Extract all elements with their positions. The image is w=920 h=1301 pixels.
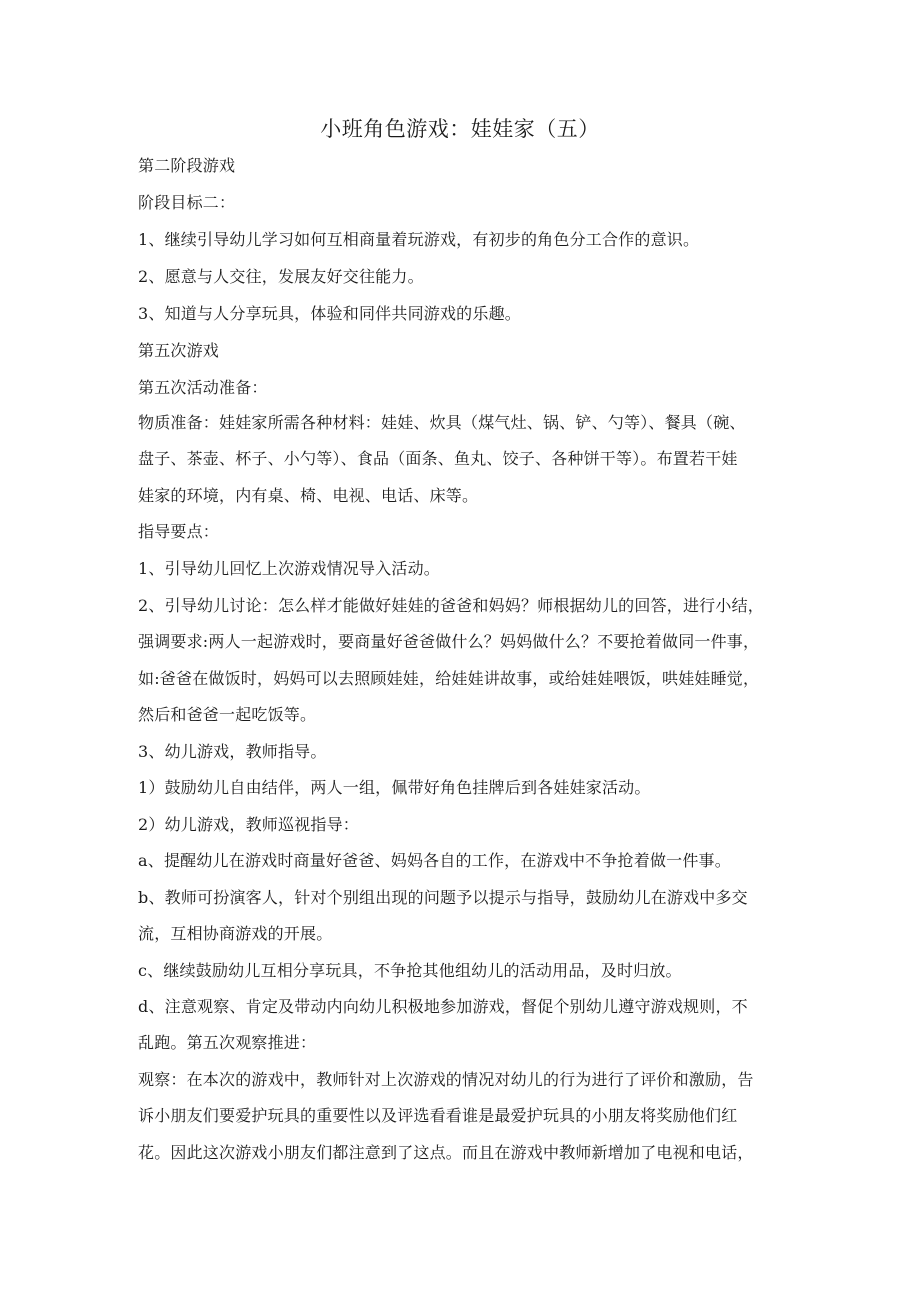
text-line: 第五次游戏 <box>138 341 220 360</box>
text-line: 1）鼓励幼儿自由结伴，两人一组，佩带好角色挂牌后到各娃娃家活动。 <box>138 778 651 797</box>
text-line: 物质准备：娃娃家所需各种材料：娃娃、炊具（煤气灶、锅、铲、勺等）、餐具（碗、 <box>138 413 746 432</box>
text-line: 指导要点： <box>138 522 220 541</box>
text-line: a、提醒幼儿在游戏时商量好爸爸、妈妈各自的工作，在游戏中不争抢着做一件事。 <box>138 851 731 870</box>
text-line: 1、继续引导幼儿学习如何互相商量着玩游戏，有初步的角色分工合作的意识。 <box>138 230 700 249</box>
document-title: 小班角色游戏：娃娃家（五） <box>320 117 600 141</box>
text-line: 如:爸爸在做饭时，妈妈可以去照顾娃娃，给娃娃讲故事，或给娃娃喂饭，哄娃娃睡觉， <box>138 669 760 688</box>
text-line: d、注意观察、肯定及带动内向幼儿积极地参加游戏，督促个别幼儿遵守游戏规则，不 <box>138 997 748 1016</box>
text-line: 第五次活动准备： <box>138 378 268 397</box>
text-line: 花。因此这次游戏小朋友们都注意到了这点。而且在游戏中教师新增加了电视和电话， <box>138 1143 754 1162</box>
text-line: 娃家的环境，内有桌、椅、电视、电话、床等。 <box>138 486 479 505</box>
text-line: 强调要求:两人一起游戏时，要商量好爸爸做什么？妈妈做什么？不要抢着做同一件事， <box>138 632 760 651</box>
text-line: 2、引导幼儿讨论：怎么样才能做好娃娃的爸爸和妈妈？师根据幼儿的回答，进行小结， <box>138 596 764 615</box>
text-line: 观察：在本次的游戏中，教师针对上次游戏的情况对幼儿的行为进行了评价和激励，告 <box>138 1070 754 1089</box>
text-line: 盘子、茶壶、杯子、小勺等）、食品（面条、鱼丸、饺子、各种饼干等）。布置若干娃 <box>138 449 738 468</box>
text-line: 诉小朋友们要爱护玩具的重要性以及评选看看谁是最爱护玩具的小朋友将奖励他们红 <box>138 1106 738 1125</box>
text-line: 流，互相协商游戏的开展。 <box>138 924 333 943</box>
text-line: b、教师可扮演客人，针对个别组出现的问题予以提示与指导，鼓励幼儿在游戏中多交 <box>138 888 748 907</box>
text-line: 3、幼儿游戏，教师指导。 <box>138 742 327 761</box>
text-line: 阶段目标二： <box>138 193 236 212</box>
text-line: 2、愿意与人交往，发展友好交往能力。 <box>138 267 424 286</box>
text-line: 3、知道与人分享玩具，体验和同伴共同游戏的乐趣。 <box>138 304 521 323</box>
text-line: 然后和爸爸一起吃饭等。 <box>138 705 317 724</box>
text-line: 第二阶段游戏 <box>138 156 236 175</box>
text-line: c、继续鼓励幼儿互相分享玩具，不争抢其他组幼儿的活动用品，及时归放。 <box>138 961 682 980</box>
text-line: 2）幼儿游戏，教师巡视指导： <box>138 815 359 834</box>
text-line: 乱跑。第五次观察推进： <box>138 1033 317 1052</box>
text-line: 1、引导幼儿回忆上次游戏情况导入活动。 <box>138 559 440 578</box>
